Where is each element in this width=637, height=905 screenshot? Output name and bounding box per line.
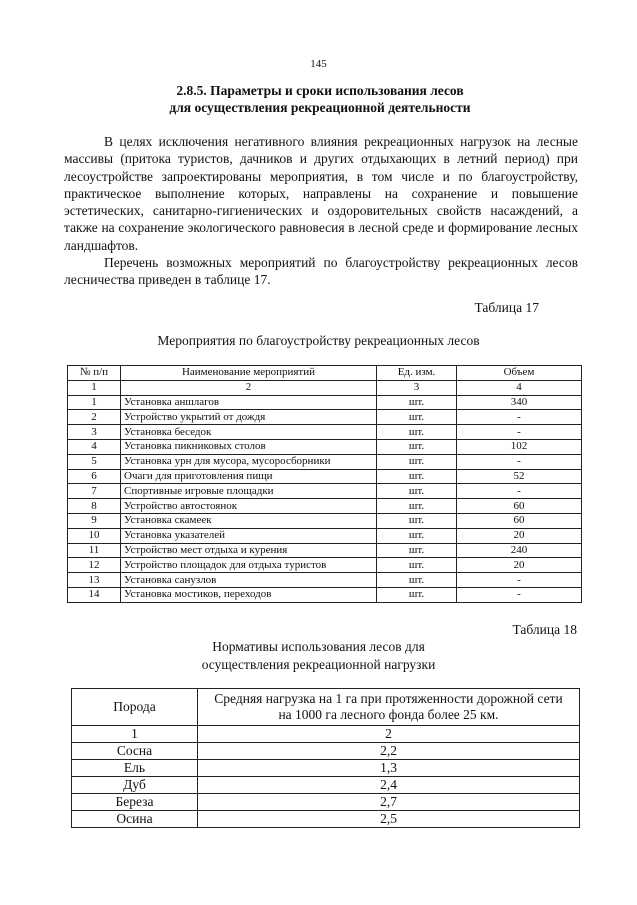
table-cell: Ель: [72, 760, 198, 777]
table-row: [68, 573, 582, 588]
table18-caption-line1: Нормативы использования лесов для: [212, 639, 425, 654]
table-cell: 2,4: [198, 777, 580, 794]
table17-header-cell: Объем: [457, 366, 582, 381]
table-cell: шт.: [377, 587, 457, 602]
table-cell: шт.: [377, 543, 457, 558]
table-row: [68, 543, 582, 558]
table-cell: Устройство площадок для отдыха туристов: [121, 558, 377, 573]
table18-label: Таблица 18: [512, 622, 577, 637]
table-cell: шт.: [377, 499, 457, 514]
table-cell: шт.: [377, 484, 457, 499]
page-number: 145: [310, 58, 327, 70]
table-cell: Устройство укрытий от дождя: [121, 410, 377, 425]
table-cell: Установка мостиков, переходов: [121, 587, 377, 602]
table-cell: 240: [457, 543, 582, 558]
table-row: [68, 395, 582, 410]
table-cell: Дуб: [72, 777, 198, 794]
table-cell: шт.: [377, 395, 457, 410]
table-row: [72, 760, 580, 777]
table-cell: Береза: [72, 794, 198, 811]
table18-caption-line2: осуществления рекреационной нагрузки: [201, 657, 436, 672]
table18-header-cell: Порода: [72, 689, 198, 726]
table-cell: шт.: [377, 469, 457, 484]
table-cell: 7: [68, 484, 121, 499]
table17-header-row: [68, 366, 582, 381]
table-cell: шт.: [377, 558, 457, 573]
table-cell: шт.: [377, 425, 457, 440]
table-row: [68, 425, 582, 440]
table-cell: 5: [68, 454, 121, 469]
table18-index-row: [72, 726, 580, 743]
table-cell: 1: [68, 395, 121, 410]
table17-header-cell: Наименование мероприятий: [121, 366, 377, 381]
table17-header-cell: Ед. изм.: [377, 366, 457, 381]
table-cell: 1,3: [198, 760, 580, 777]
table-cell: 3: [68, 425, 121, 440]
table-cell: 2,2: [198, 743, 580, 760]
table17-index-cell: 4: [457, 380, 582, 395]
table-cell: 60: [457, 499, 582, 514]
table-cell: шт.: [377, 573, 457, 588]
paragraph-table-ref: Перечень возможных мероприятий по благоустройству рекреационных лесов лесничества приведен в таблице 17.: [64, 255, 578, 288]
table-cell: -: [457, 587, 582, 602]
table-cell: Осина: [72, 811, 198, 828]
table-cell: 2,7: [198, 794, 580, 811]
table-cell: шт.: [377, 454, 457, 469]
table18-index-cell: 1: [72, 726, 198, 743]
table-row: [68, 469, 582, 484]
table-row: [68, 439, 582, 454]
table-cell: Очаги для приготовления пищи: [121, 469, 377, 484]
table-row: [72, 811, 580, 828]
table-cell: 9: [68, 513, 121, 528]
table17-index-cell: 2: [121, 380, 377, 395]
paragraph-intro: В целях исключения негативного влияния рекреационных нагрузок на лесные массивы (притока туристов, дачников и других отдыхающих в летний период) при лесоустройстве запроектированы мероприятия, в том числе и по благоустройству, практическое выполнение которых, направлены на сохранение и повышение эстетических, санитарно-гигиенических и оздоровительных свойств насаждений, а также на сохранение экологического равновесия в лесной среде и формирование лесных ландшафтов.: [64, 134, 578, 253]
table17-caption: Мероприятия по благоустройству рекреационных лесов: [157, 333, 480, 348]
table-cell: шт.: [377, 528, 457, 543]
table-row: [68, 410, 582, 425]
section-heading: [150, 82, 490, 116]
table-row: [68, 528, 582, 543]
table-row: [72, 794, 580, 811]
table17: [67, 365, 582, 603]
table-cell: Установка аншлагов: [121, 395, 377, 410]
table-cell: 12: [68, 558, 121, 573]
table18-header-row: [72, 689, 580, 726]
table18-caption: [0, 638, 637, 674]
table-cell: 13: [68, 573, 121, 588]
table-cell: 10: [68, 528, 121, 543]
table-cell: Сосна: [72, 743, 198, 760]
table17-index-cell: 1: [68, 380, 121, 395]
table-cell: 60: [457, 513, 582, 528]
table-cell: Установка санузлов: [121, 573, 377, 588]
table-cell: шт.: [377, 439, 457, 454]
section-heading-line2: для осуществления рекреационной деятельности: [169, 100, 471, 115]
table-cell: 102: [457, 439, 582, 454]
table-row: [68, 499, 582, 514]
table-cell: 20: [457, 528, 582, 543]
table-cell: 20: [457, 558, 582, 573]
table-row: [68, 558, 582, 573]
table-row: [68, 484, 582, 499]
table-cell: Установка скамеек: [121, 513, 377, 528]
table-cell: Устройство мест отдыха и курения: [121, 543, 377, 558]
table-cell: Устройство автостоянок: [121, 499, 377, 514]
table-cell: 2,5: [198, 811, 580, 828]
table-cell: Установка беседок: [121, 425, 377, 440]
table-cell: 52: [457, 469, 582, 484]
table18: [71, 688, 580, 828]
table-cell: -: [457, 484, 582, 499]
table-row: [68, 587, 582, 602]
table-cell: 11: [68, 543, 121, 558]
table18-index-cell: 2: [198, 726, 580, 743]
table-cell: -: [457, 425, 582, 440]
table17-label: Таблица 17: [474, 300, 539, 315]
table-cell: Спортивные игровые площадки: [121, 484, 377, 499]
table-cell: 340: [457, 395, 582, 410]
table-row: [68, 454, 582, 469]
table-cell: 2: [68, 410, 121, 425]
table18-header-cell: Средняя нагрузка на 1 га при протяженности дорожной сети на 1000 га лесного фонда более 25 км.: [198, 689, 580, 726]
table-cell: -: [457, 410, 582, 425]
table-cell: шт.: [377, 513, 457, 528]
table-row: [68, 513, 582, 528]
table-cell: Установка указателей: [121, 528, 377, 543]
table-cell: Установка пикниковых столов: [121, 439, 377, 454]
table17-index-cell: 3: [377, 380, 457, 395]
table-cell: 8: [68, 499, 121, 514]
table17-index-row: [68, 380, 582, 395]
table-cell: -: [457, 454, 582, 469]
table-cell: шт.: [377, 410, 457, 425]
section-heading-line1: 2.8.5. Параметры и сроки использования лесов: [176, 83, 464, 98]
table-cell: Установка урн для мусора, мусоросборники: [121, 454, 377, 469]
table-cell: -: [457, 573, 582, 588]
table-cell: 6: [68, 469, 121, 484]
table17-header-cell: № п/п: [68, 366, 121, 381]
table-row: [72, 743, 580, 760]
table-cell: 14: [68, 587, 121, 602]
table-cell: 4: [68, 439, 121, 454]
table-row: [72, 777, 580, 794]
